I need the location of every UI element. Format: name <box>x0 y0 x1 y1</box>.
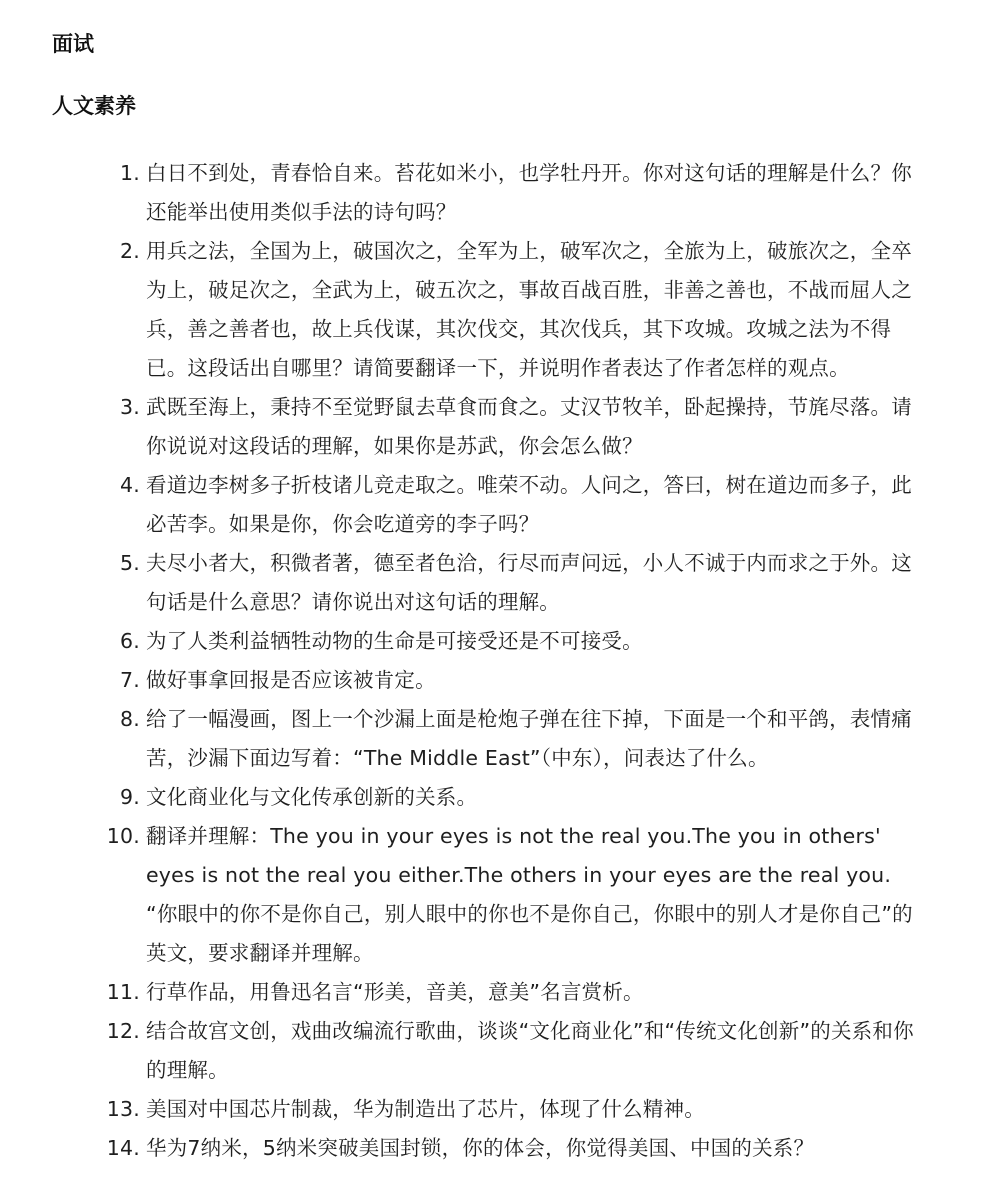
question-list <box>52 154 929 1168</box>
list-item-text: 为了人类利益牺牲动物的生命是可接受还是不可接受。 <box>146 629 643 653</box>
list-item-number: 9. <box>120 785 140 809</box>
list-item-text: 给了一幅漫画，图上一个沙漏上面是枪炮子弹在往下掉，下面是一个和平鸽，表情痛苦，沙漏下面边写着：“The Middle East”（中东），问表达了什么。 <box>146 707 912 770</box>
list-item <box>120 622 929 661</box>
list-item <box>120 388 929 466</box>
page-heading: 面试 <box>52 32 94 56</box>
list-item-text: 看道边李树多子折枝诸儿竞走取之。唯荣不动。人问之，答曰，树在道边而多子，此必苦李。如果是你，你会吃道旁的李子吗？ <box>146 473 912 536</box>
list-item <box>106 1012 929 1090</box>
list-item-text: 做好事拿回报是否应该被肯定。 <box>146 668 436 692</box>
list-item-text: 行草作品，用鲁迅名言“形美，音美，意美”名言赏析。 <box>146 980 644 1004</box>
list-item <box>120 661 929 700</box>
list-item <box>120 232 929 388</box>
list-item-text: 白日不到处，青春恰自来。苔花如米小，也学牡丹开。你对这句话的理解是什么？你还能举出使用类似手法的诗句吗？ <box>146 161 912 224</box>
list-item-text: 文化商业化与文化传承创新的关系。 <box>146 785 478 809</box>
list-item-text: 夫尽小者大，积微者著，德至者色洽，行尽而声问远，小人不诚于内而求之于外。这句话是什么意思？请你说出对这句话的理解。 <box>146 551 912 614</box>
list-item-text: 结合故宫文创，戏曲改编流行歌曲，谈谈“文化商业化”和“传统文化创新”的关系和你的理解。 <box>146 1019 914 1082</box>
list-item-text: 华为7纳米，5纳米突破美国封锁，你的体会，你觉得美国、中国的关系？ <box>146 1136 815 1160</box>
list-item-text: 美国对中国芯片制裁，华为制造出了芯片，体现了什么精神。 <box>146 1097 705 1121</box>
list-item <box>106 973 929 1012</box>
list-item-number: 3. <box>120 395 140 419</box>
list-item-number: 4. <box>120 473 140 497</box>
list-item <box>106 817 929 973</box>
list-item-text: 用兵之法，全国为上，破国次之，全军为上，破军次之，全旅为上，破旅次之，全卒为上，破足次之，全武为上，破五次之，事故百战百胜，非善之善也，不战而屈人之兵，善之善者也，故上兵伐谋，其次伐交，其次伐兵，其下攻城。攻城之法为不得已。这段话出自哪里？请简要翻译一下，并说明作者表达了作者怎样的观点。 <box>146 239 912 380</box>
list-item <box>120 466 929 544</box>
list-item-number: 14. <box>106 1136 140 1160</box>
list-item-number: 7. <box>120 668 140 692</box>
list-item-number: 1. <box>120 161 140 185</box>
list-item <box>120 778 929 817</box>
list-item <box>120 544 929 622</box>
list-item-text: 武既至海上，秉持不至觉野鼠去草食而食之。丈汉节牧羊，卧起操持，节旄尽落。请你说说对这段话的理解，如果你是苏武，你会怎么做？ <box>146 395 912 458</box>
list-item-text: 翻译并理解：The you in your eyes is not the real you.The you in others' eyes is not the real you either.The others in your eyes are the real you. “你眼中的你不是你自己，别人眼中的你也不是你自己，你眼中的别人才是你自己”的英文，要求翻译并理解。 <box>146 824 913 965</box>
list-item-number: 10. <box>106 824 140 848</box>
list-item-number: 13. <box>106 1097 140 1121</box>
list-item <box>106 1090 929 1129</box>
list-item-number: 12. <box>106 1019 140 1043</box>
list-item <box>106 1129 929 1168</box>
list-item-number: 2. <box>120 239 140 263</box>
list-item <box>120 700 929 778</box>
list-item-number: 11. <box>106 980 140 1004</box>
section-title: 人文素养 <box>52 94 136 118</box>
list-item-number: 6. <box>120 629 140 653</box>
list-item <box>120 154 929 232</box>
list-item-number: 8. <box>120 707 140 731</box>
list-item-number: 5. <box>120 551 140 575</box>
